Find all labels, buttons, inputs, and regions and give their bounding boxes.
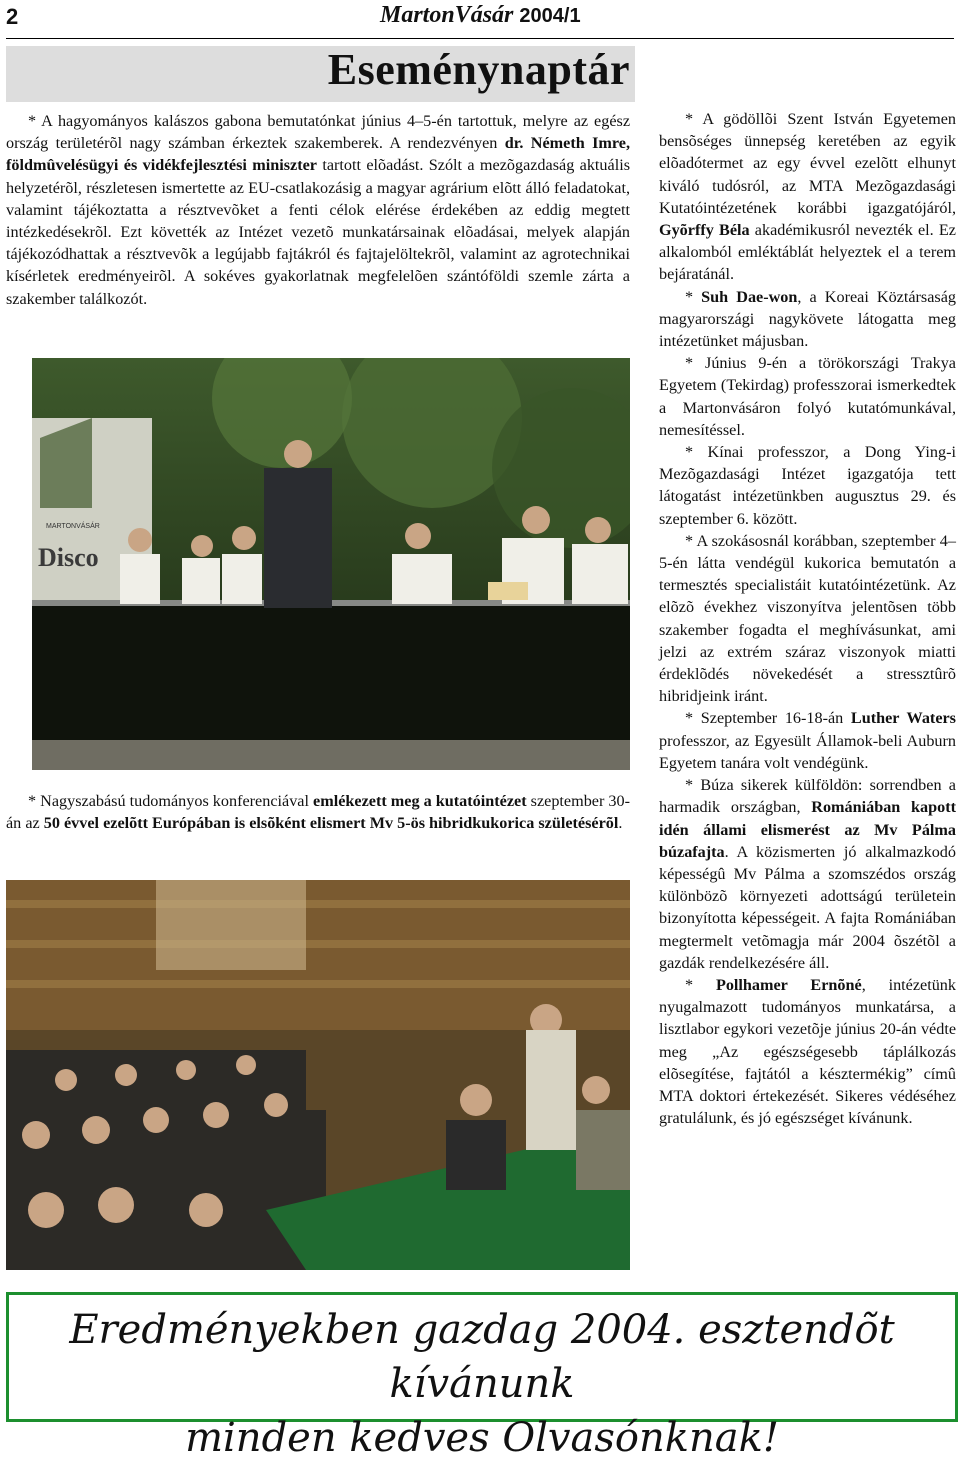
news-item: * Kínai professzor, a Dong Ying-i Mezõgazdasági Intézet igazgatója tett látogatást intézetünkben augusztus 29. és szeptember 6. között. — [659, 443, 956, 528]
news-column — [659, 108, 956, 1129]
section-title: Eseménynaptár — [327, 45, 630, 94]
issue-number: 2004/1 — [519, 5, 581, 27]
news-item: * Június 9-én a törökországi Trakya Egyetem (Tekirdag) professzorai ismerkedtek a Martonvásáron folyó kutatómunkával, nemesítéssel. — [659, 354, 956, 439]
sign-logo: MARTONVÁSÁR — [46, 523, 100, 530]
intro-article — [6, 110, 630, 310]
header-rule — [6, 38, 954, 39]
news-item: * Suh Dae-won, a Koreai Köztársaság magyarországi nagykövete látogatta meg intézetünket májusban. — [659, 287, 956, 351]
news-item: * A szokásosnál korábban, szeptember 4–5-én látta vendégül kukorica bemutatón a termesztés specialistáit kutatóintézetünk. Az elõzõ évekhez viszonyítva jelentõsen több szakember fogadta el meghívásunkat, ami jelzi az extrém száraz viszonyok miatti érdeklõdés növekedését a stressztûrõ hibridjeink iránt. — [659, 531, 956, 706]
intro-paragraph: * A hagyományos kalászos gabona bemutatónkat június 4–5-én tartottuk, melyre az egész ország területérõl nagy számban érkeztek szakemberek. A rendezvényen dr. Németh Imre, földmûvelésügyi és vidékfejlesztési miniszter tartott elõadást. Szólt a mezõgazdaság aktuális helyzetérõl, részletesen ismertette az EU-csatlakozásig a magyar agrárium elõtt álló feladatokat, valamint tájékoztatta a résztvevõket a fenti célok elérése érdekében az eddig megtett intézkedésekrõl. Ezt követték az Intézet vezetõ munkatársainak elõadásai, melyek alapján tájékozódhattak a résztvevõk a legújabb fajtákról és fajtajelöltekrõl, valamint az agrotechnikai kísérletek eredményeirõl. A sokéves gyakorlatnak megfelelõen szántóföldi szemle zárta a szakember találkozót. — [6, 112, 630, 308]
lecture-hall-photo — [6, 880, 630, 1270]
greeting-banner — [6, 1292, 958, 1461]
running-head — [380, 2, 581, 29]
conference-article — [6, 790, 630, 834]
news-item: * Búza sikerek külföldön: sorrendben a harmadik országban, Romániában kapott idén állami elismerést az Mv Pálma búzafajta. A közismerten jó alkalmazkodó képességû Mv Pálma a szomszédos ország különbözõ környezeti adottságú területein bizonyította képességeit. A fajta Romániában megtermelt vetõmagja már 2004 õszétõl a gazdák rendelkezésére áll. — [659, 776, 957, 972]
greeting-line-1: Eredményekben gazdag 2004. esztendõt kívánunk — [69, 1307, 895, 1407]
greeting-text — [9, 1303, 955, 1465]
sign-text: Disco — [38, 543, 99, 572]
news-item: * Szeptember 16-18-án Luther Waters professzor, az Egyesült Államok-beli Auburn Egyetem tanára volt vendégünk. — [659, 709, 956, 772]
publication-name: MartonVásár — [380, 2, 514, 28]
page-number: 2 — [6, 4, 19, 29]
greeting-line-2: minden kedves Olvasónknak! — [185, 1415, 779, 1461]
conference-paragraph: * Nagyszabású tudományos konferenciával emlékezett meg a kutatóintézet szeptember 30-án az 50 évvel ezelõtt Európában is elsõként elismert Mv 5-ös hibridkukorica születésérõl. — [6, 792, 630, 833]
news-item: * A gödöllõi Szent István Egyetemen bensõséges ünnepség keretében az egyik elõadótermet az egy évvel ezelõtt elhunyt kiváló tudósról, az MTA Mezõgazdasági Kutatóintézetének korábbi igazgatójáról, Gyõrffy Béla akadémikusról nevezték el. Ez alkalomból emléktáblát helyeztek el a terem bejáratánál. — [659, 110, 956, 284]
panel-photo — [32, 358, 630, 770]
news-item: * Pollhamer Ernõné, intézetünk nyugalmazott tudományos munkatársa, a lisztlabor egykori vezetõje június 20-án védte meg „Az egészségesebb táplálkozás elõsegítése, fajtától a késztermékig” címû MTA doktori értekezését. Sikeres védéséhez gratulálunk, és jó egészséget kívánunk. — [659, 975, 956, 1128]
